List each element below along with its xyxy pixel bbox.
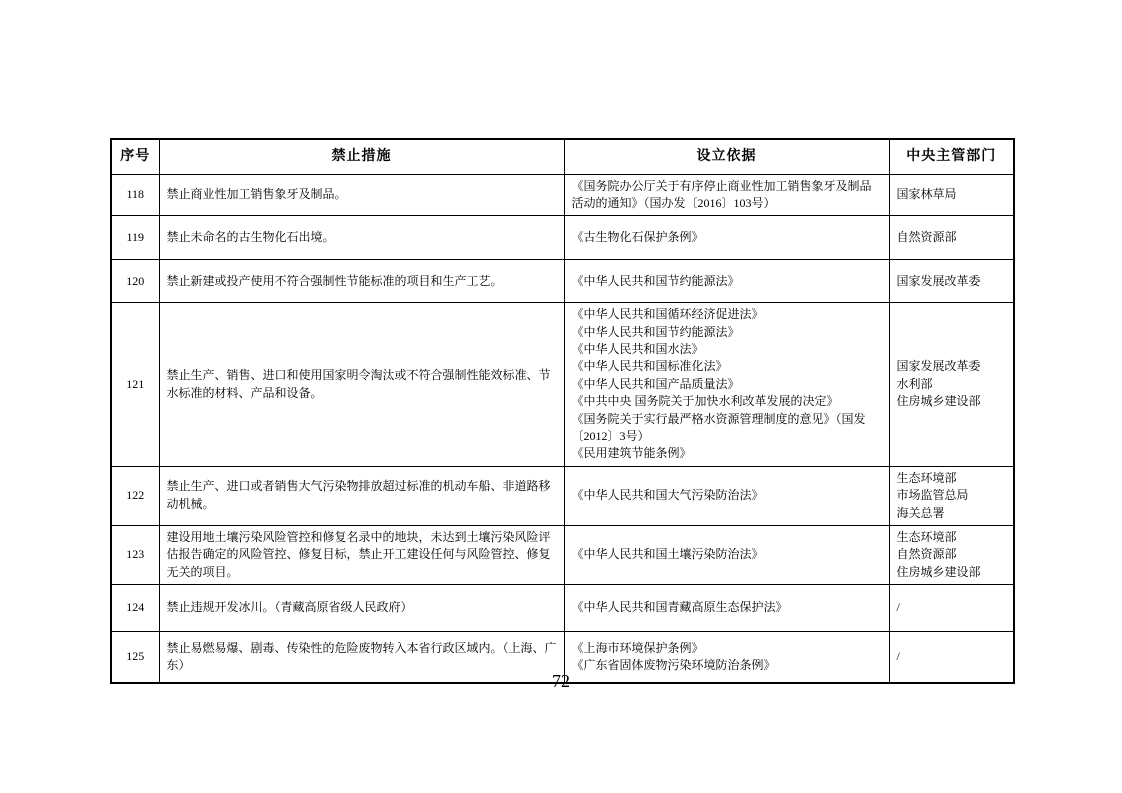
department-cell [889, 260, 1014, 303]
measure-cell: 禁止生产、进口或者销售大气污染物排放超过标准的机动车船、非道路移动机械。 [159, 466, 564, 525]
basis-line: 《中华人民共和国产品质量法》 [571, 376, 740, 391]
department-line: / [896, 649, 900, 664]
department-line: / [896, 600, 900, 615]
row-number-cell: 119 [111, 216, 159, 260]
department-cell [889, 174, 1014, 216]
department-cell [889, 525, 1014, 584]
row-number-cell: 124 [111, 585, 159, 632]
basis-cell [564, 585, 889, 632]
row-number-cell: 121 [111, 303, 159, 467]
column-header: 设立依据 [564, 139, 889, 174]
table-row [111, 216, 1014, 260]
basis-line: 《中共中央 国务院关于加快水利改革发展的决定》 [571, 394, 839, 409]
department-line: 住房城乡建设部 [896, 564, 981, 579]
column-header: 中央主管部门 [889, 139, 1014, 174]
department-line: 自然资源部 [896, 230, 957, 245]
department-cell [889, 303, 1014, 467]
department-line: 国家发展改革委 [896, 359, 981, 374]
department-cell [889, 585, 1014, 632]
row-number-cell: 118 [111, 174, 159, 216]
department-line: 住房城乡建设部 [896, 394, 981, 409]
department-line: 海关总署 [896, 505, 945, 520]
table-row [111, 174, 1014, 216]
table-body [111, 174, 1014, 683]
column-header: 禁止措施 [159, 139, 564, 174]
measure-cell: 禁止商业性加工销售象牙及制品。 [159, 174, 564, 216]
basis-line: 《中华人民共和国循环经济促进法》 [571, 307, 764, 322]
table-row [111, 303, 1014, 467]
basis-line: 《中华人民共和国节约能源法》 [571, 324, 740, 339]
basis-cell [564, 260, 889, 303]
department-cell [889, 466, 1014, 525]
basis-line: 《中华人民共和国大气污染防治法》 [571, 488, 764, 503]
row-number-cell: 123 [111, 525, 159, 584]
department-cell [889, 216, 1014, 260]
department-line: 水利部 [896, 376, 933, 391]
basis-line: 《中华人民共和国土壤污染防治法》 [571, 547, 764, 562]
column-header: 序号 [111, 139, 159, 174]
department-line: 市场监管总局 [896, 488, 969, 503]
basis-cell [564, 525, 889, 584]
department-line: 国家林草局 [896, 187, 957, 202]
basis-cell [564, 466, 889, 525]
basis-line: 《国务院关于实行最严格水资源管理制度的意见》（国发〔2012〕3号） [571, 411, 866, 444]
row-number-cell: 125 [111, 632, 159, 683]
basis-cell [564, 174, 889, 216]
measure-cell: 禁止新建或投产使用不符合强制性节能标准的项目和生产工艺。 [159, 260, 564, 303]
basis-line: 《中华人民共和国水法》 [571, 342, 704, 357]
table-row [111, 466, 1014, 525]
measure-cell: 禁止生产、销售、进口和使用国家明令淘汰或不符合强制性能效标准、节水标准的材料、产品和设备。 [159, 303, 564, 467]
table-header-row [111, 139, 1014, 174]
basis-line: 《上海市环境保护条例》 [571, 640, 704, 655]
page-number: 72 [552, 671, 570, 691]
prohibition-measures-table [110, 138, 1015, 684]
row-number-cell: 120 [111, 260, 159, 303]
department-line: 自然资源部 [896, 547, 957, 562]
measure-cell: 禁止未命名的古生物化石出境。 [159, 216, 564, 260]
basis-line: 《广东省固体废物污染环境防治条例》 [571, 657, 776, 672]
basis-line: 《中华人民共和国青藏高原生态保护法》 [571, 600, 788, 615]
basis-cell [564, 216, 889, 260]
table-row [111, 585, 1014, 632]
department-line: 生态环境部 [896, 529, 957, 544]
measure-cell: 禁止违规开发冰川。（青藏高原省级人民政府） [159, 585, 564, 632]
row-number-cell: 122 [111, 466, 159, 525]
basis-line: 《民用建筑节能条例》 [571, 446, 692, 461]
table-row [111, 525, 1014, 584]
measure-cell: 禁止易燃易爆、剧毒、传染性的危险废物转入本省行政区域内。（上海、广东） [159, 632, 564, 683]
basis-line: 《中华人民共和国标准化法》 [571, 359, 728, 374]
basis-cell [564, 303, 889, 467]
basis-line: 《中华人民共和国节约能源法》 [571, 273, 740, 288]
department-line: 生态环境部 [896, 470, 957, 485]
department-line: 国家发展改革委 [896, 273, 981, 288]
table-row [111, 260, 1014, 303]
measure-cell: 建设用地土壤污染风险管控和修复名录中的地块，未达到土壤污染风险评估报告确定的风险管控、修复目标，禁止开工建设任何与风险管控、修复无关的项目。 [159, 525, 564, 584]
basis-line: 《古生物化石保护条例》 [571, 230, 704, 245]
basis-line: 《国务院办公厅关于有序停止商业性加工销售象牙及制品活动的通知》（国办发〔2016〕103号） [571, 178, 872, 210]
